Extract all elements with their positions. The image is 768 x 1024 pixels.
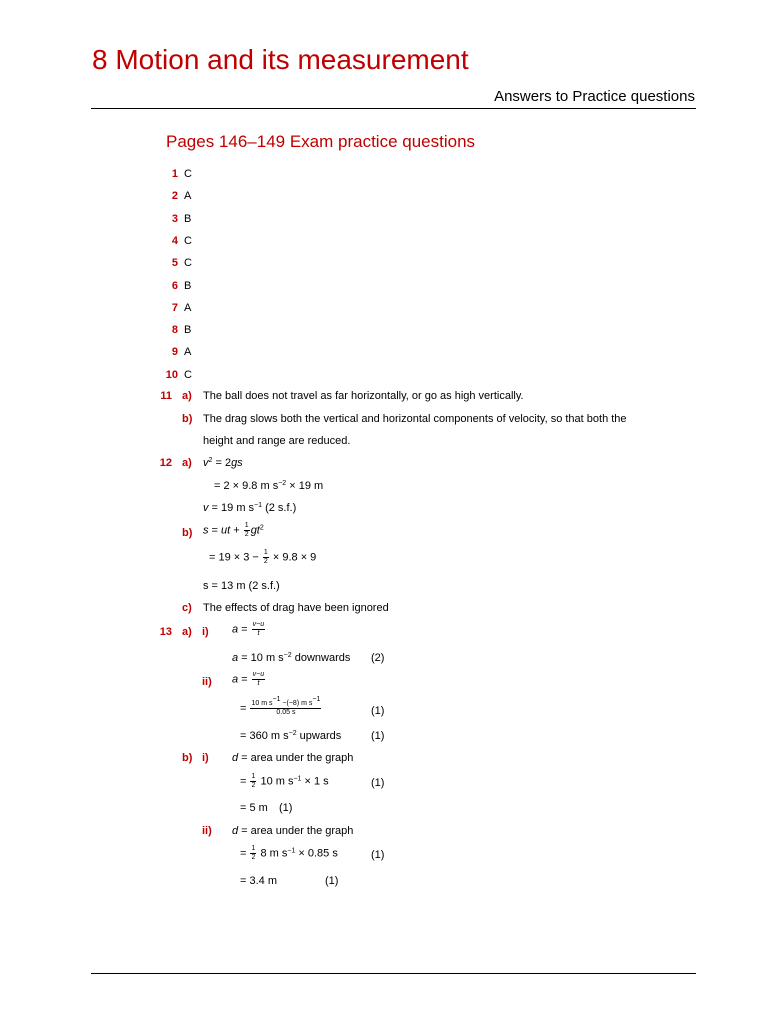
equation: = 2 × 9.8 m $s^{-2} \times 19$ m [214, 480, 324, 492]
question-number: 8 [171, 324, 178, 336]
mark: (1) [325, 875, 339, 887]
mark: (2) [371, 652, 385, 664]
mark: (1) [371, 705, 385, 717]
equation: = $\frac{1}{2}$ 8 m $s^{-1} \times 0.85$ s [240, 845, 338, 861]
fraction: $\frac{v-u}{t}$ [252, 671, 265, 687]
footer-divider [91, 973, 696, 974]
question-number: 1 [171, 168, 178, 180]
equation: a = $\frac{v-u}{t}$ [232, 621, 265, 637]
part-label: a) [182, 626, 192, 638]
mcq-answer: A [184, 302, 192, 314]
subpart-label: i) [202, 626, 209, 638]
subpart-label: ii) [202, 825, 212, 837]
equation: = 360 m $s^{-2}$ upwards [240, 730, 342, 742]
question-number: 7 [171, 302, 178, 314]
equation: d = area under the graph [232, 825, 354, 837]
fraction: $\frac{1}{2}$ [251, 773, 256, 789]
fraction: $\frac{v-u}{t}$ [252, 621, 265, 637]
subpart-label: ii) [202, 676, 212, 688]
equation: d = area under the graph [232, 752, 354, 764]
question-number: 13 [159, 626, 172, 638]
mark: (1) [371, 777, 385, 789]
equation: s = ut + $\frac{1}{2}$ $gt^2$ [203, 522, 264, 538]
question-number: 11 [160, 390, 172, 402]
equation: = 19 × 3 − $\frac{1}{2}$ × 9.8 × 9 [209, 549, 317, 565]
question-number: 3 [171, 213, 178, 225]
mcq-answer: C [184, 257, 192, 269]
equation: = $\frac{10 m s^{-1} -(-8) m s^{-1}}{0.05 s}$ [240, 696, 321, 716]
part-label: a) [182, 390, 192, 402]
mcq-answer: B [184, 280, 192, 292]
part-label: a) [182, 457, 192, 469]
equation: v = 19 m $s^{-1}$ (2 s.f.) [203, 502, 297, 514]
question-number: 2 [171, 190, 178, 202]
part-label: b) [182, 752, 193, 764]
answer-text: The drag slows both the vertical and horizontal components of velocity, so that both the [203, 413, 627, 425]
chapter-title: 8 Motion and its measurement [92, 44, 469, 75]
header-divider [91, 108, 696, 109]
equation: a = 10 m $s^{-2}$ downwards [232, 652, 351, 664]
mcq-answer: B [184, 213, 192, 225]
question-number: 5 [171, 257, 178, 269]
mark: (1) [371, 849, 385, 861]
part-label: c) [182, 602, 192, 614]
question-number: 10 [165, 369, 178, 381]
equation: = $\frac{1}{2}$ 10 m $s^{-1} \times 1$ s [240, 773, 329, 789]
answer-text: The effects of drag have been ignored [203, 602, 389, 614]
question-number: 4 [171, 235, 178, 247]
equation: = 3.4 m [240, 875, 277, 887]
subpart-label: i) [202, 752, 209, 764]
equation: $v^2 = 2gs$ [203, 457, 243, 469]
fraction: $\frac{1}{2}$ [251, 845, 256, 861]
mark: (1) [279, 802, 293, 814]
question-number: 9 [171, 346, 178, 358]
equation: s = 13 m (2 s.f.) [203, 580, 280, 592]
page-subtitle: Answers to Practice questions [494, 88, 695, 105]
mcq-answer: C [184, 235, 192, 247]
mark: (1) [371, 730, 385, 742]
part-label: b) [182, 413, 193, 425]
mcq-answer: C [184, 369, 192, 381]
fraction: $\frac{1}{2}$ [244, 522, 249, 538]
answer-text: height and range are reduced. [203, 435, 351, 447]
section-title: Pages 146–149 Exam practice questions [166, 132, 476, 151]
question-number: 6 [171, 280, 178, 292]
mcq-answer: A [184, 190, 192, 202]
fraction: $\frac{1}{2}$ [263, 549, 268, 565]
question-number: 12 [159, 457, 172, 469]
mcq-answer: A [184, 346, 192, 358]
fraction: $\frac{10 m s^{-1} -(-8) m s^{-1}}{0.05 s}$ [251, 696, 321, 716]
mcq-answer: C [184, 168, 192, 180]
mcq-answer: B [184, 324, 192, 336]
equation: = 5 m [240, 802, 268, 814]
part-label: b) [182, 527, 193, 539]
equation: a = $\frac{v-u}{t}$ [232, 671, 265, 687]
answer-text: The ball does not travel as far horizontally, or go as high vertically. [203, 390, 524, 402]
